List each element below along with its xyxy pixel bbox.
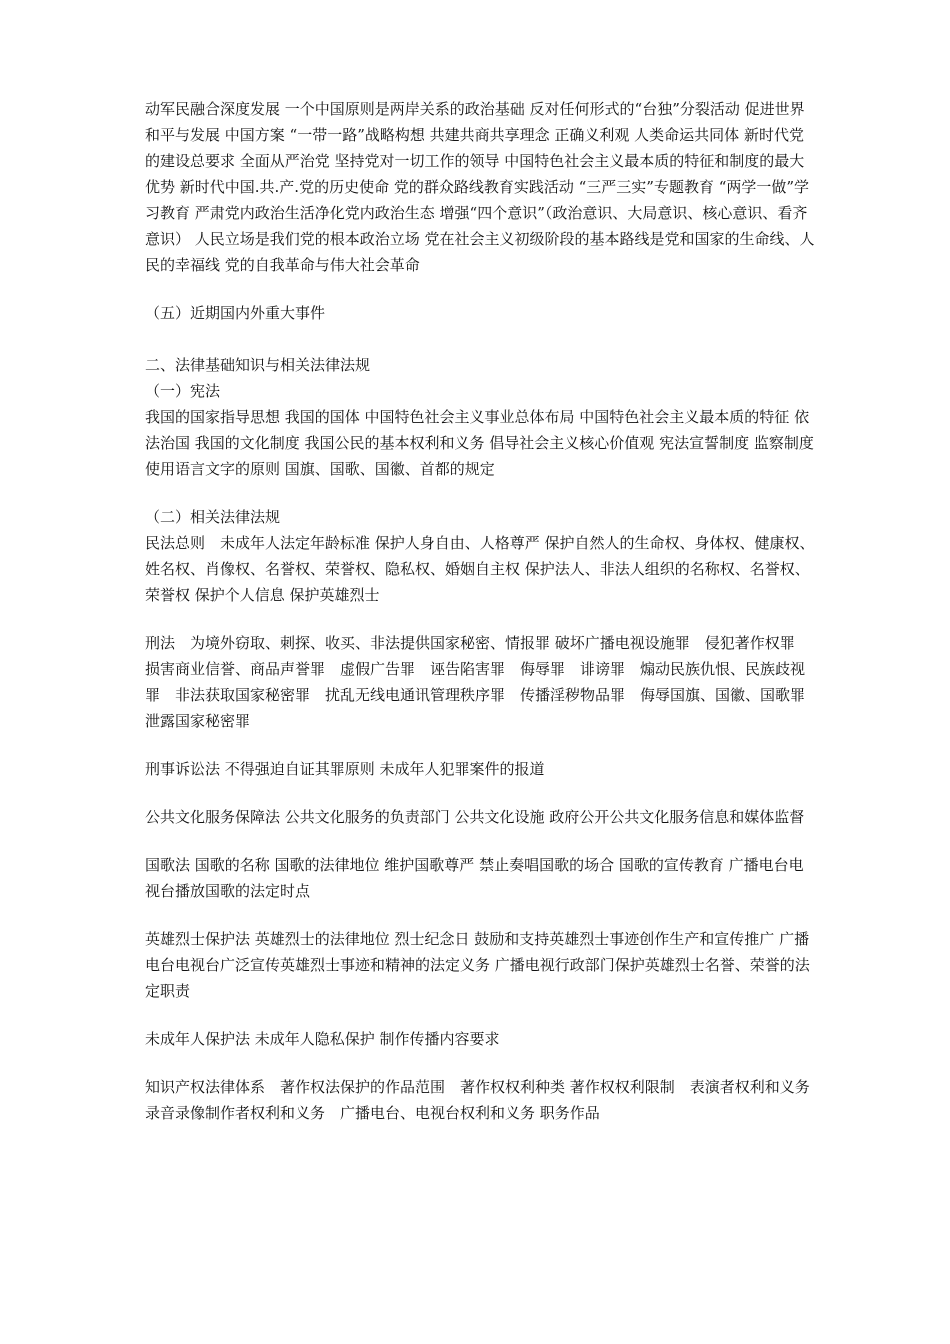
spacer — [145, 1004, 815, 1026]
spacer — [145, 734, 815, 756]
related-laws-heading: （二）相关法律法规 — [145, 508, 281, 526]
spacer — [145, 1052, 815, 1074]
spacer — [145, 326, 815, 352]
minors-law-text: 未成年人保护法 未成年人隐私保护 制作传播内容要求 — [145, 1030, 500, 1048]
spacer — [145, 608, 815, 630]
constitution-text: 我国的国家指导思想 我国的国体 中国特色社会主义事业总体布局 中国特色社会主义最本质的特征 依法治国 我国的文化制度 我国公民的基本权利和义务 倡导社会主义核心价值观 宪法宣誓制度 监察制度 使用语言文字的原则 国旗、国歌、国徽、首都的规定 — [145, 408, 814, 478]
public-culture-law-text: 公共文化服务保障法 公共文化服务的负责部门 公共文化设施 政府公开公共文化服务信息和媒体监督 — [145, 808, 805, 826]
part-two-heading: 二、法律基础知识与相关法律法规 — [145, 356, 371, 374]
civil-law-text: 民法总则 未成年人法定年龄标准 保护人身自由、人格尊严 保护自然人的生命权、身体权、健康权、姓名权、肖像权、名誉权、荣誉权、隐私权、婚姻自主权 保护法人、非法人组织的名称权、名誉权、荣誉权 保护个人信息 保护英雄烈士 — [145, 534, 815, 604]
spacer — [145, 904, 815, 926]
criminal-law-text: 刑法 为境外窃取、刺探、收买、非法提供国家秘密、情报罪 破坏广播电视设施罪 侵犯著作权罪 损害商业信誉、商品声誉罪 虚假广告罪 诬告陷害罪 侮辱罪 诽谤罪 煽动民族仇恨、民族歧视罪 非法获取国家秘密罪 扰乱无线电通讯管理秩序罪 传播淫秽物品罪 侮辱国旗、国徽、国歌罪 泄露国家秘密罪 — [145, 634, 810, 730]
constitution-heading: （一）宪法 — [145, 382, 221, 400]
spacer — [145, 830, 815, 852]
ip-law-text: 知识产权法律体系 著作权法保护的作品范围 著作权权利种类 著作权权利限制 表演者权利和义务 录音录像制作者权利和义务 广播电台、电视台权利和义务 职务作品 — [145, 1078, 825, 1122]
spacer — [145, 278, 815, 300]
document-page — [145, 96, 825, 1126]
spacer — [145, 482, 815, 504]
heroes-law-text: 英雄烈士保护法 英雄烈士的法律地位 烈士纪念日 鼓励和支持英雄烈士事迹创作生产和宣传推广 广播电台电视台广泛宣传英雄烈士事迹和精神的法定义务 广播电视行政部门保护英雄烈士名誉、荣誉的法定职责 — [145, 930, 810, 1000]
section-five-heading: （五）近期国内外重大事件 — [145, 304, 326, 322]
intro-paragraph: 动军民融合深度发展 一个中国原则是两岸关系的政治基础 反对任何形式的“台独”分裂活动 促进世界和平与发展 中国方案 “一带一路”战略构想 共建共商共享理念 正确义利观 人类命运共同体 新时代党的建设总要求 全面从严治党 坚持党对一切工作的领导 中国特色社会主义最本质的特征和制度的最大优势 新时代中国.共.产.党的历史使命 党的群众路线教育实践活动 “三严三实”专题教育 “两学一做”学习教育 严肃党内政治生活净化党内政治生态 增强“四个意识”（政治意识、大局意识、核心意识、看齐意识） 人民立场是我们党的根本政治立场 党在社会主义初级阶段的基本路线是党和国家的生命线、人民的幸福线 党的自我革命与伟大社会革命 — [145, 100, 815, 274]
criminal-procedure-text: 刑事诉讼法 不得强迫自证其罪原则 未成年人犯罪案件的报道 — [145, 760, 545, 778]
national-anthem-law-text: 国歌法 国歌的名称 国歌的法律地位 维护国歌尊严 禁止奏唱国歌的场合 国歌的宣传教育 广播电台电视台播放国歌的法定时点 — [145, 856, 804, 900]
spacer — [145, 782, 815, 804]
